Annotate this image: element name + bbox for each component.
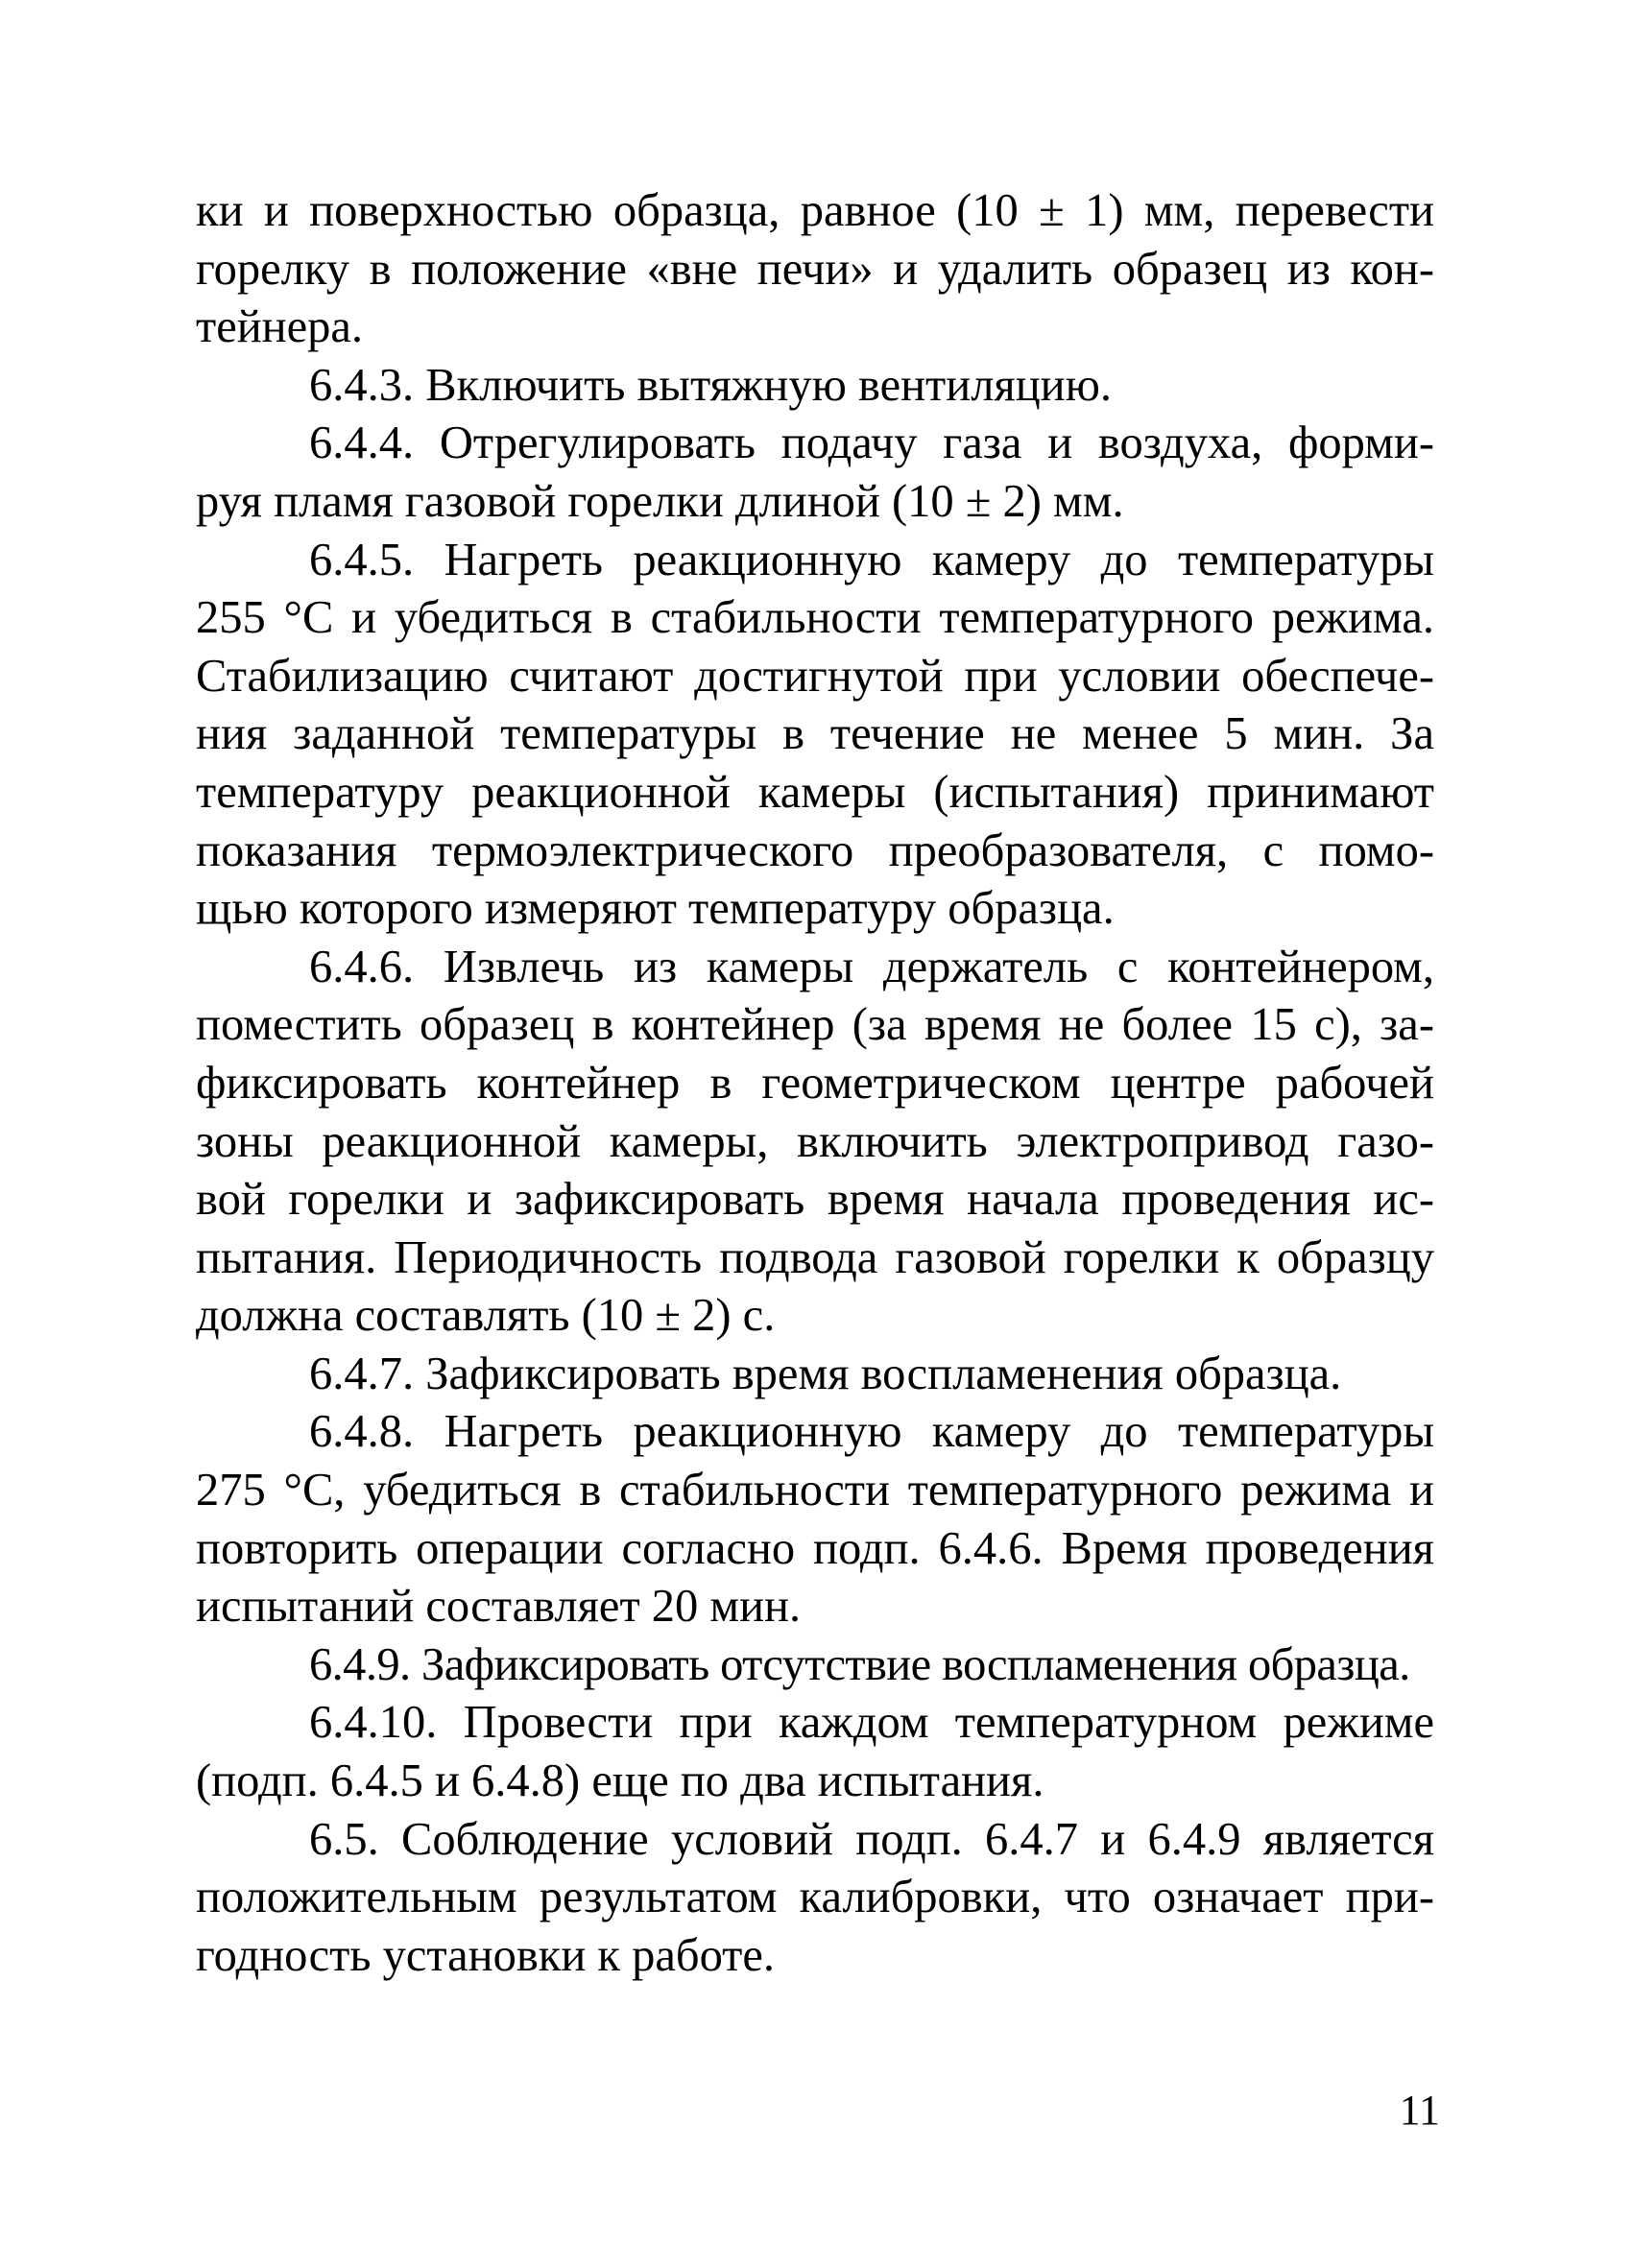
text-line: 6.4.5. Нагреть реакционную камеру до температуры: [309, 534, 1434, 585]
text-line: испытаний составляет 20 мин.: [196, 1581, 802, 1633]
text-line: горелку в положение «вне печи» и удалить образец из кон-: [196, 243, 1434, 295]
text-line: ки и поверхностью образца, равное (10 ± 1) мм, перевести: [196, 185, 1434, 236]
paragraph-6-4-6: [196, 939, 1434, 1346]
text-line: 6.4.3. Включить вытяжную вентиляцию.: [309, 359, 1112, 411]
text-line: щью которого измеряют температуру образца.: [196, 883, 1115, 935]
text-line: фиксировать контейнер в геометрическом центре рабочей: [196, 1057, 1434, 1109]
text-line: 6.4.8. Нагреть реакционную камеру до температуры: [309, 1406, 1434, 1458]
text-line: 6.4.9. Зафиксировать отсутствие воспламенения образца.: [309, 1638, 1410, 1690]
text-line: ния заданной температуры в течение не менее 5 мин. За: [196, 708, 1434, 760]
paragraph-6-4-8: [196, 1403, 1434, 1635]
paragraph-continuation: [196, 182, 1434, 357]
text-line: вой горелки и зафиксировать время начала проведения ис-: [196, 1174, 1434, 1226]
document-page: [196, 182, 1434, 1985]
page-number: 11: [1399, 2087, 1440, 2134]
text-line: показания термоэлектрического преобразователя, с помо-: [196, 824, 1434, 876]
paragraph-6-4-7: [196, 1346, 1434, 1404]
text-line: 6.4.10. Провести при каждом температурном режиме: [309, 1697, 1434, 1749]
text-line: (подп. 6.4.5 и 6.4.8) еще по два испытания.: [196, 1755, 1044, 1807]
paragraph-6-4-4: [196, 415, 1434, 531]
text-line: температуру реакционной камеры (испытания) принимают: [196, 766, 1434, 818]
text-line: 6.5. Соблюдение условий подп. 6.4.7 и 6.4.9 является: [309, 1813, 1434, 1865]
text-line: годность установки к работе.: [196, 1929, 776, 1981]
paragraph-6-4-5: [196, 532, 1434, 939]
text-line: должна составлять (10 ± 2) с.: [196, 1290, 776, 1342]
text-line: поместить образец в контейнер (за время не более 15 с), за-: [196, 999, 1434, 1051]
text-line: 6.4.7. Зафиксировать время воспламенения образца.: [309, 1348, 1342, 1399]
paragraph-6-4-9: [196, 1636, 1434, 1695]
text-line: 6.4.6. Извлечь из камеры держатель с контейнером,: [309, 941, 1434, 992]
paragraph-6-4-10: [196, 1694, 1434, 1810]
text-line: положительным результатом калибровки, что означает при-: [196, 1872, 1434, 1923]
text-line: Стабилизацию считают достигнутой при условии обеспече-: [196, 650, 1434, 702]
paragraph-6-5: [196, 1811, 1434, 1986]
text-line: тейнера.: [196, 301, 364, 353]
text-line: пытания. Периодичность подвода газовой горелки к образцу: [196, 1231, 1434, 1283]
text-line: зоны реакционной камеры, включить электропривод газо-: [196, 1115, 1434, 1167]
text-line: 6.4.4. Отрегулировать подачу газа и воздуха, форми-: [309, 418, 1434, 469]
text-line: 255 °С и убедиться в стабильности температурного режима.: [196, 592, 1434, 644]
text-line: руя пламя газовой горелки длиной (10 ± 2) мм.: [196, 475, 1124, 527]
paragraph-6-4-3: [196, 357, 1434, 416]
text-line: 275 °С, убедиться в стабильности температурного режима и: [196, 1465, 1434, 1516]
text-line: повторить операции согласно подп. 6.4.6. Время проведения: [196, 1522, 1434, 1574]
